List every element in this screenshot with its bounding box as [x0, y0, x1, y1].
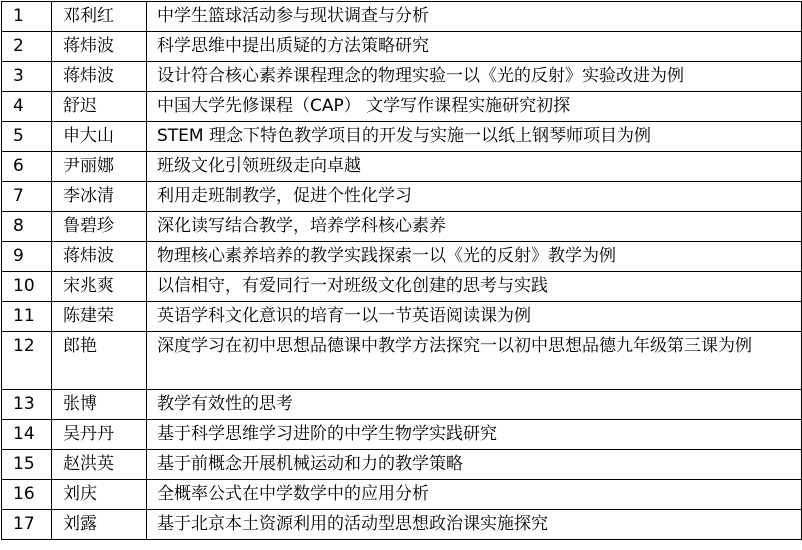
paper-title: 全概率公式在中学数学中的应用分析: [147, 480, 802, 510]
row-number: 15: [2, 450, 52, 480]
row-number: 6: [2, 152, 52, 182]
row-number: 9: [2, 242, 52, 272]
table-row: [2, 272, 802, 302]
paper-title: 基于科学思维学习进阶的中学生物学实践研究: [147, 420, 802, 450]
author-name: 郎艳: [52, 332, 147, 390]
paper-title: 中学生篮球活动参与现状调查与分析: [147, 2, 802, 32]
row-number: 13: [2, 390, 52, 420]
author-name: 吴丹丹: [52, 420, 147, 450]
author-name: 赵洪英: [52, 450, 147, 480]
table-row: [2, 510, 802, 540]
author-name: 蒋炜波: [52, 32, 147, 62]
table-row: [2, 62, 802, 92]
table-row: [2, 2, 802, 32]
row-number: 5: [2, 122, 52, 152]
author-name: 蒋炜波: [52, 62, 147, 92]
author-name: 张博: [52, 390, 147, 420]
paper-title: 利用走班制教学，促进个性化学习: [147, 182, 802, 212]
row-number: 1: [2, 2, 52, 32]
paper-title: 设计符合核心素养课程理念的物理实验一以《光的反射》实验改进为例: [147, 62, 802, 92]
table-row: [2, 332, 802, 390]
author-name: 陈建荣: [52, 302, 147, 332]
row-number: 11: [2, 302, 52, 332]
author-name: 刘露: [52, 510, 147, 540]
paper-title: 教学有效性的思考: [147, 390, 802, 420]
author-name: 宋兆爽: [52, 272, 147, 302]
paper-title: 基于前概念开展机械运动和力的教学策略: [147, 450, 802, 480]
author-name: 申大山: [52, 122, 147, 152]
paper-title: 班级文化引领班级走向卓越: [147, 152, 802, 182]
paper-title: 基于北京本土资源利用的活动型思想政治课实施探究: [147, 510, 802, 540]
row-number: 8: [2, 212, 52, 242]
paper-title: STEM 理念下特色教学项目的开发与实施一以纸上钢琴师项目为例: [147, 122, 802, 152]
table-row: [2, 302, 802, 332]
table-row: [2, 212, 802, 242]
table-row: [2, 450, 802, 480]
author-name: 刘庆: [52, 480, 147, 510]
table-row: [2, 390, 802, 420]
row-number: 3: [2, 62, 52, 92]
paper-title: 深度学习在初中思想品德课中教学方法探究一以初中思想品德九年级第三课为例: [147, 332, 802, 390]
row-number: 14: [2, 420, 52, 450]
row-number: 12: [2, 332, 52, 390]
research-topics-table: [1, 1, 802, 540]
table-row: [2, 92, 802, 122]
row-number: 16: [2, 480, 52, 510]
author-name: 蒋炜波: [52, 242, 147, 272]
paper-title: 以信相守，有爱同行一对班级文化创建的思考与实践: [147, 272, 802, 302]
table-row: [2, 152, 802, 182]
author-name: 李冰清: [52, 182, 147, 212]
author-name: 尹丽娜: [52, 152, 147, 182]
paper-title: 科学思维中提出质疑的方法策略研究: [147, 32, 802, 62]
author-name: 鲁碧珍: [52, 212, 147, 242]
table-row: [2, 420, 802, 450]
paper-title: 中国大学先修课程（CAP） 文学写作课程实施研究初探: [147, 92, 802, 122]
row-number: 7: [2, 182, 52, 212]
table-row: [2, 32, 802, 62]
author-name: 邓利红: [52, 2, 147, 32]
row-number: 2: [2, 32, 52, 62]
table-row: [2, 480, 802, 510]
paper-title: 物理核心素养培养的教学实践探索一以《光的反射》教学为例: [147, 242, 802, 272]
row-number: 10: [2, 272, 52, 302]
table-row: [2, 242, 802, 272]
table-row: [2, 122, 802, 152]
table-row: [2, 182, 802, 212]
row-number: 4: [2, 92, 52, 122]
author-name: 舒迟: [52, 92, 147, 122]
table-body: [2, 2, 802, 540]
paper-title: 英语学科文化意识的培育一以一节英语阅读课为例: [147, 302, 802, 332]
paper-title: 深化读写结合教学，培养学科核心素养: [147, 212, 802, 242]
row-number: 17: [2, 510, 52, 540]
